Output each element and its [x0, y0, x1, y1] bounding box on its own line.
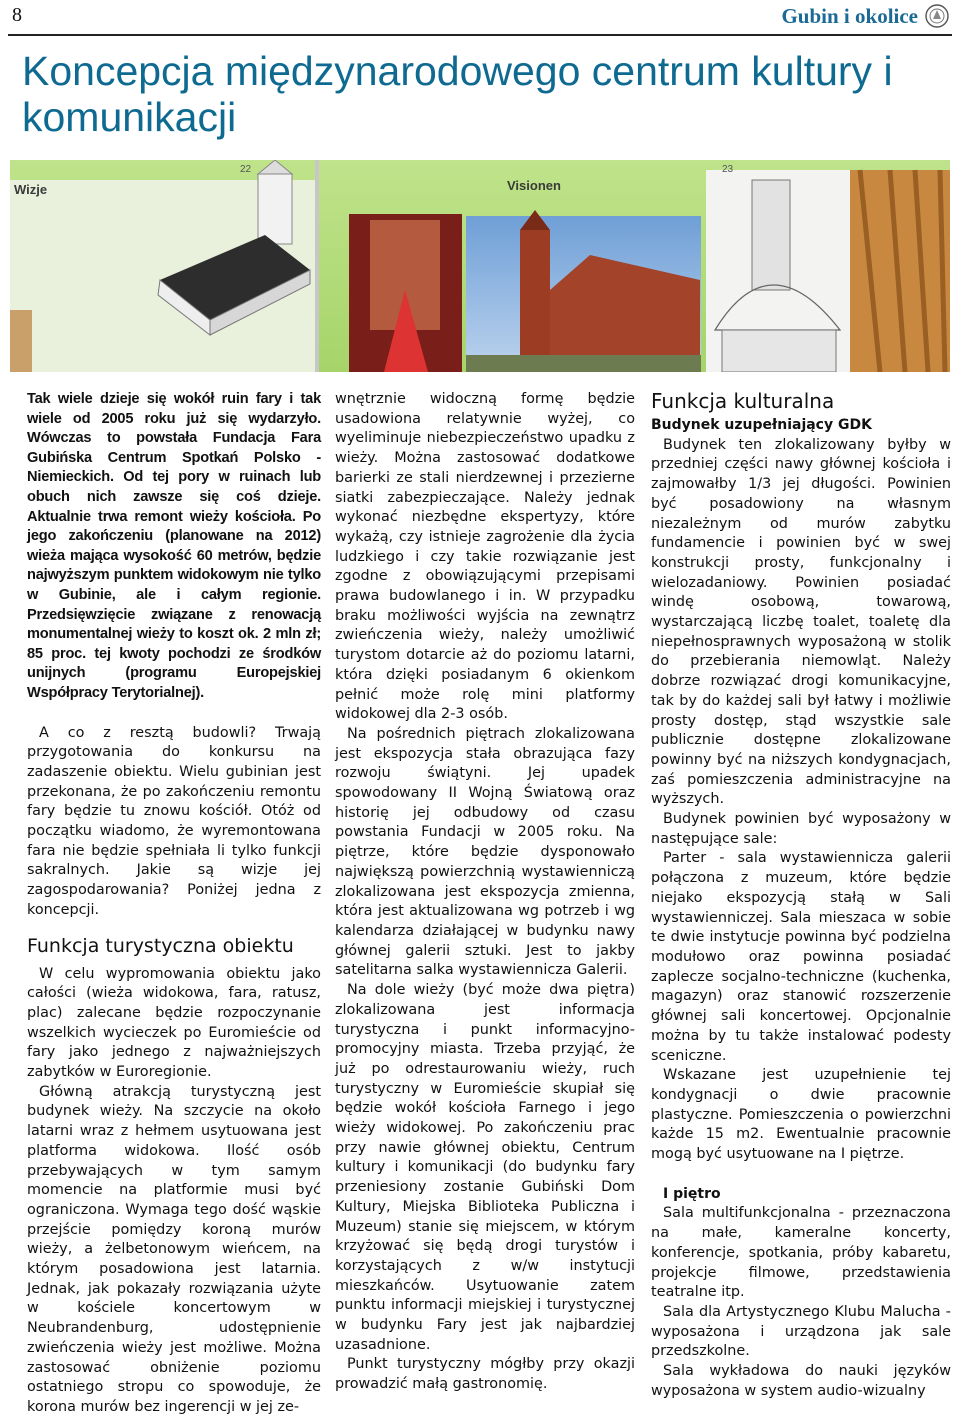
column-2	[335, 390, 635, 1395]
publication-name: Gubin i okolice	[781, 4, 918, 28]
paragraph: Wskazane jest uzupełnienie tej kondygnacji o dwie pracownie plastyczne. Pomieszczenia o powierzchni każde 15 m2. Ewentualnie pracownie mogą być usytuowane na I piętrze.	[651, 1067, 951, 1163]
town-logo-icon	[924, 3, 950, 29]
label-wizje: Wizje	[14, 182, 48, 197]
paragraph: Na pośrednich piętrach zlokalizowana jest ekspozycja stała obrazująca fazy rozwoju świątyni. Jej upadek spowodowany II Wojną Światową oraz historię jej odbudowy od czasu powstania Fundacji w 2005 roku. Na piętrze, które będzie dysponowało największą powierzchnią wystawienniczą zlokalizowana jest ekspozycja zmienna, która jest aktualizowana wg potrzeb i wg kalendarza działającej w budynku nawy głównej galerii sztuki. Jest to jakby satelitarna salka wystawiennicza Galerii.	[335, 725, 635, 979]
paragraph: Sala multifunkcjonalna - przeznaczona na małe, kameralne koncerty, konferencje, spotkania, próby kabaretu, projekcje filmowe, przedstawienia teatralne itp.	[651, 1205, 951, 1301]
booklet-page-23: 23	[722, 164, 734, 175]
paragraph: Punkt turystyczny mógłby przy okazji prowadzić małą gastronomię.	[335, 1356, 635, 1393]
section-heading-culture: Funkcja kulturalna	[651, 389, 835, 413]
subheading-gdk: Budynek uzupełniający GDK	[651, 417, 872, 433]
paragraph: W celu wypromowania obiektu jako całości (wieża widokowa, fara, ratusz, plac) zalecane będzie rozpoczynanie wszelkich wycieczek po Euromieście od fary jako jednego z najważniejszych zabytków w Euroregionie.	[27, 965, 321, 1081]
page-number: 8	[12, 4, 22, 26]
paragraph: Parter - sala wystawiennicza galerii połączona z muzeum, które będzie niejako ekspozycją stałą w Sali wystawienniczej. Sala mieszaca w sobie te dwie instytucje powinna być podzielna modułowo oraz powinna posiadać zaplecze socjalno-techniczne (kuchenka, magazyn) oraz stanowić rozszerzenie głównej sali koncertowej. Opcjonalnie można by tu także instalować podesty sceniczne.	[651, 850, 951, 1064]
paragraph: Budynek ten zlokalizowany byłby w przedniej części nawy głównej kościoła i zajmowałby 1/3 jej długości. Powinien być posadowiony na własnym niezależnym od murów zabytku fundamencie i powinien być w swej konstrukcji prosty, funkcjonalny i wielozadaniowy. Powinien posiadać windę osobową, towarową, wystarczającą liczbę toalet, toaletę dla niepełnosprawnych wyposażoną w stolik do przebierania niemowląt. Należy dobrze rozwiązać drogi komunikacyjne, tak by do każdej sali był łatwy i możliwie prosty dostęp, stąd wszystkie sale publicznie dostępne zlokalizowane powinny być na niższych kondygnacjach, zaś pomieszczenia administracyjne na wyższych.	[651, 436, 951, 808]
column-1	[27, 390, 321, 1418]
paragraph: Sala wykładowa do nauki języków wyposażona w system audio-wizualny	[651, 1363, 951, 1399]
paragraph: A co z resztą budowli? Trwają przygotowania do konkursu na zadaszenie obiektu. Wielu gubinian jest przekonana, że po zakończeniu remontu fary będzie tu znowu kościół. Otóż od początku wiadomo, że wyremontowana fara nie będzie spełniała li tylko funkcji sakralnych. Jakie są wizje jej zagospodarowania? Poniżej jedna z koncepcji.	[27, 724, 321, 918]
lead-paragraph: Tak wiele dzieje się wokół ruin fary i tak wiele od 2005 roku już się wydarzyło. Wówczas to powstała Fundacja Fara Gubińska Centrum Spotkań Polsko - Niemieckich. Od tej pory w ruinach lub obuch nich zawsze się coś dzieje. Aktualnie trwa remont wieży kościoła. Po jego zakończeniu (planowane na 2012) wieża mająca wysokość 60 metrów, będzie najwyższym punktem widokowym nie tylko w Gubinie, ale i całym regionie. Przedsięwzięcie związane z renowacją monumentalnej wieży to koszt ok. 2 mln zł; 85 proc. tej kwoty pochodzi ze środków unijnych (programu Europejskiej Współpracy Terytorialnej).	[27, 391, 321, 701]
label-visionen: Visionen	[507, 178, 561, 193]
column-3	[651, 390, 951, 1401]
concept-booklet-photo	[10, 160, 950, 372]
paragraph: Sala dla Artystycznego Klubu Malucha - wyposażona i urządzona jak sale przedszkolne.	[651, 1303, 951, 1360]
booklet-page-22: 22	[240, 164, 252, 175]
paragraph: Główną atrakcją turystyczną jest budynek wieży. Na szczycie na około latarni wraz z hełmem usytuowana jest platforma widokowa. Ilość osób przebywających w tym samym momencie na platformie musi być ograniczona. Wymaga tego dość wąskie przejście pomiędzy koroną murów wieży, a żelbetonowym wieńcem, na którym posadowiona jest latarnia. Jednak, jak pokazały rozwiązania użyte w kościele koncertowym w Neubrandenburg, udostępnienie zwieńczenia wieży jest możliwe. Można zastosować obniżenie poziomu ostatniego stropu co spowoduje, że korona murów bez ingerencji w jej ze-	[27, 1083, 321, 1415]
subheading-first-floor: I piętro	[663, 1185, 721, 1202]
section-heading-tourism: Funkcja turystyczna obiektu	[27, 934, 294, 957]
paragraph: Na dole wieży (być może dwa piętra) zlokalizowana jest informacja turystyczna i punkt informacyjno-promocyjny miasta. Trzeba przyjąć, że już po odrestaurowaniu wieży, ruch turystyczny w Euromieście skupiał się będzie wokół kościoła Farnego i jego wieży widokowej. Po zakończeniu prac przy nawie głównej obiektu, Centrum kultury i komunikacji (do budynku fary przeniesiony zostanie Gubiński Dom Kultury, Miejska Biblioteka Publiczna i Muzeum) stanie się miejscem, w którym krzyżować się będą drogi turystów i korzystających z w/w instytucji mieszkańców. Usytuowanie zatem punktu informacji miejskiej i turystycznej w budynku Fary jest jak najbardziej uzasadnione.	[335, 982, 635, 1353]
paragraph: Budynek powinien być wyposażony w następujące sale:	[651, 811, 951, 847]
paragraph: wnętrznie widoczną formę będzie usadowiona relatywnie wyżej, co wyeliminuje niebezpieczeństwo upadku z wieży. Można zastosować dodatkowe barierki ze stali nierdzewnej i przezierne siatki zabezpieczające. Należy jednak wykonać niezbędne ekspertyzy, które wykażą, czy istnieje zagrożenie dla życia ludzkiego i czy takie rozwiązanie jest zgodne z obowiązującymi przepisami prawa budowlanego i in. W przypadku braku możliwości wyjścia na zewnątrz zwieńczenia wieży, należy umożliwić turystom dotarcie aż do poziomu latarni, która dzięki posiadanym 6 okienkom pełnić może rolę mini platformy widokowej dla 2-3 osób.	[335, 391, 635, 723]
article-title: Koncepcja międzynarodowego centrum kultury i komunikacji	[22, 48, 893, 140]
header-rule	[8, 34, 952, 36]
